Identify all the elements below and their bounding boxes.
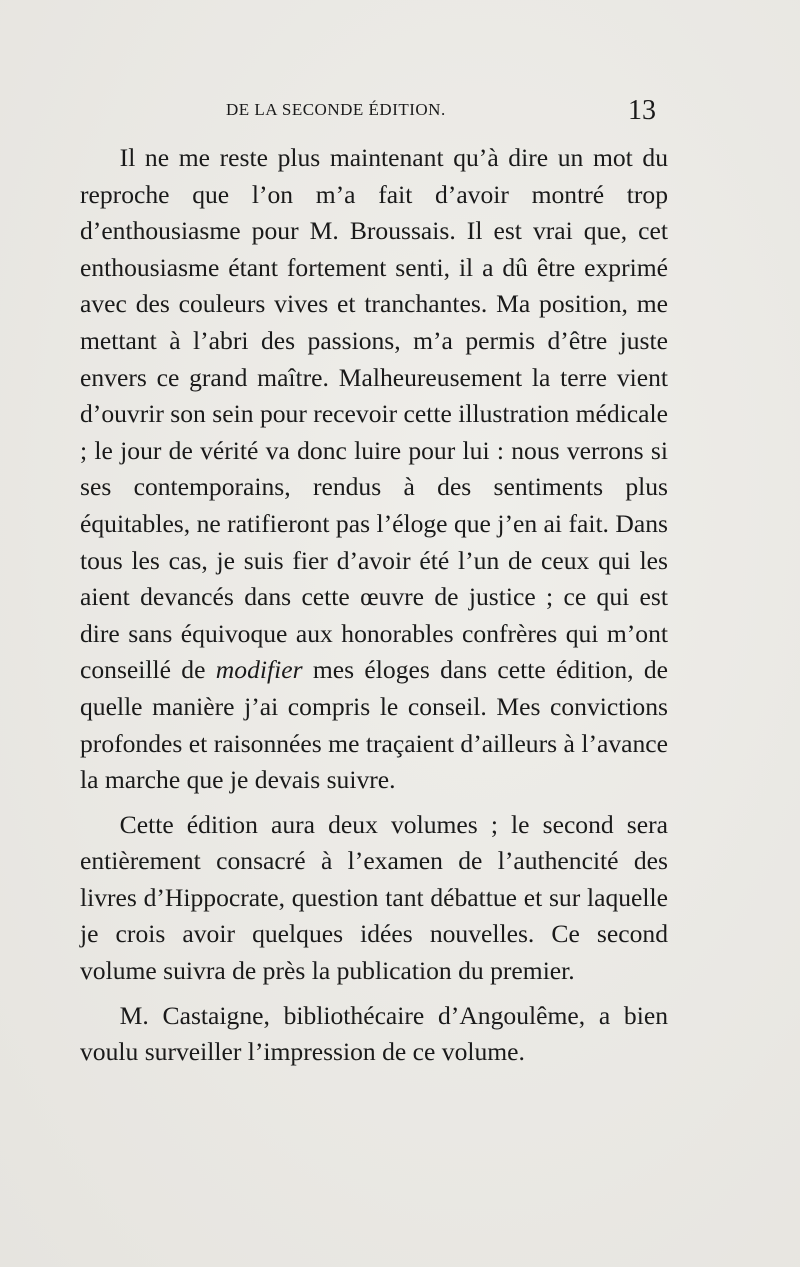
paragraph-2: Cette édition aura deux volumes ; le second sera entièrement consacré à l’examen de l’authencité des livres d’Hippocrate, question tant débattue et sur laquelle je crois avoir quelques idées nouvelles. Ce second volume suivra de près la publication du premier. [80, 809, 668, 986]
italic-word: modifier [215, 655, 303, 685]
paragraph-1-text: Il ne me reste plus maintenant qu’à dire un mot du reproche que l’on m’a fait d’avoir montré trop d’enthousiasme pour M. Broussais. Il est vrai que, cet enthousiasme étant fortement senti, il a dû être exprimé avec des couleurs vives et tranchantes. Ma position, me mettant à l’abri des passions, m’a permis d’être juste envers ce grand maître. Malheureusement la terre vient d’ouvrir son sein pour recevoir cette illustration médicale ; le jour de vérité va donc luire pour lui : nous verrons si ses contemporains, rendus à des sentiments plus équitables, ne ratifieront pas l’éloge que j’en ai fait. Dans tous les cas, je suis fier d’avoir été l’un de ceux qui les aient devancés dans cette œuvre de justice ; ce qui est dire sans équivoque aux honorables confrères qui m’ont conseillé de [80, 143, 668, 685]
paragraph-1 [80, 140, 668, 799]
page-number: 13 [628, 95, 656, 126]
body-text [80, 140, 668, 1071]
paragraph-1-text-end: mes éloges dans cette édition, de quelle manière j’ai compris le conseil. Mes convictions profondes et raisonnées me traçaient d’ailleurs à l’avance la marche que je devais suivre. [80, 655, 668, 795]
paragraph-3: M. Castaigne, bibliothécaire d’Angoulême, a bien voulu surveiller l’impression de ce volume. [80, 1000, 668, 1067]
running-head: DE LA SECONDE ÉDITION. [226, 100, 446, 119]
